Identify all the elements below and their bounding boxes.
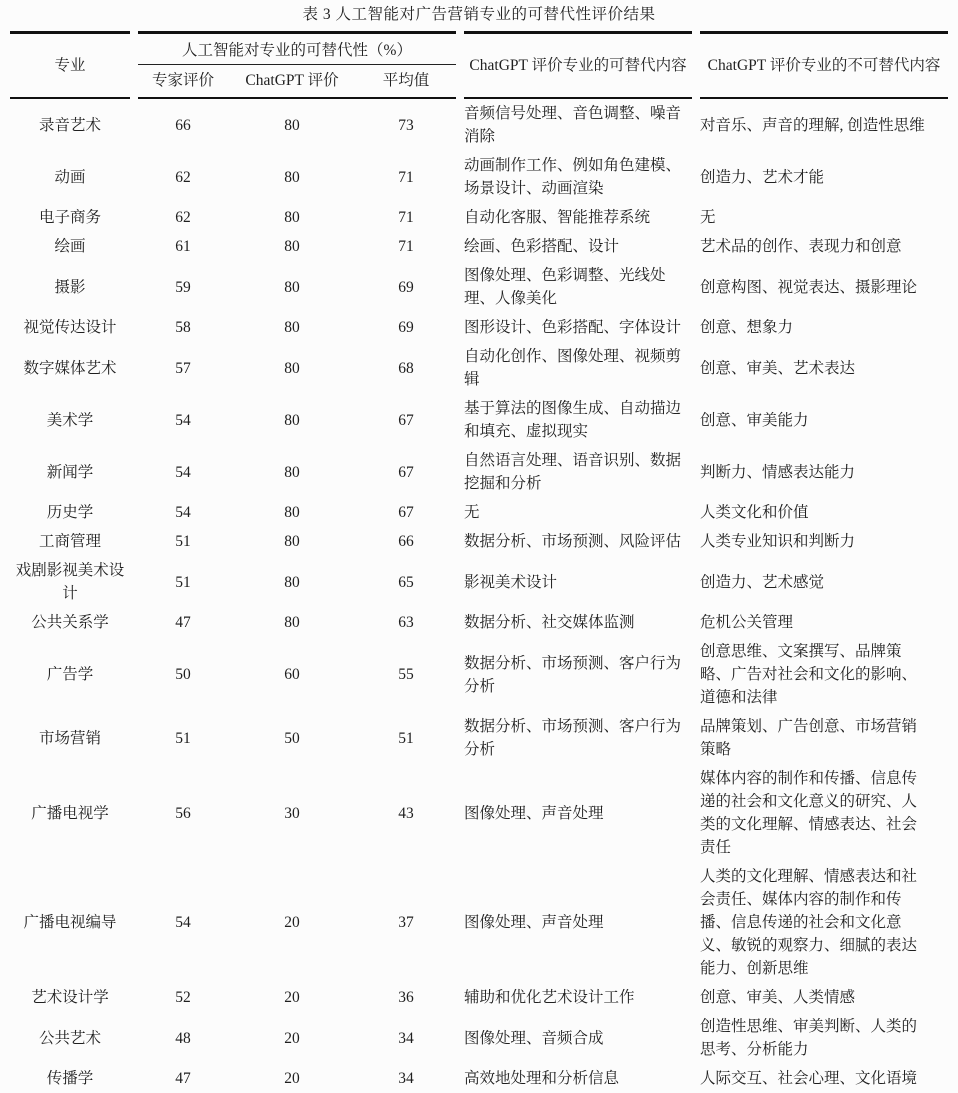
cell-major: 工商管理 — [38, 533, 101, 550]
cell-expert-score: 57 — [175, 359, 191, 377]
cell-replaceable-content: 无 — [464, 504, 480, 521]
table-row — [10, 712, 948, 764]
cell-major: 广播电视学 — [31, 804, 109, 822]
cell-major: 公共关系学 — [31, 614, 109, 631]
cell-chatgpt-score: 50 — [284, 729, 300, 747]
cell-average-score: 73 — [398, 116, 414, 134]
cell-expert-score: 66 — [175, 116, 191, 134]
cell-irreplaceable-content: 创意、审美、人类情感 — [700, 989, 856, 1006]
cell-expert-score: 54 — [175, 411, 191, 429]
cell-chatgpt-score: 80 — [284, 238, 300, 255]
evaluation-table — [10, 31, 948, 1093]
cell-replaceable-content: 自然语言处理、语音识别、数据挖掘和分析 — [464, 452, 682, 492]
table-row — [10, 608, 948, 637]
cell-major: 摄影 — [54, 278, 86, 296]
cell-replaceable-content: 数据分析、市场预测、风险评估 — [464, 533, 682, 550]
table-header — [10, 31, 948, 99]
cell-expert-score: 54 — [175, 914, 191, 931]
cell-average-score: 43 — [398, 804, 414, 822]
cell-irreplaceable-content: 创意、审美、艺术表达 — [700, 359, 856, 377]
cell-replaceable-content: 图像处理、色彩调整、光线处理、人像美化 — [464, 267, 666, 307]
cell-expert-score: 48 — [175, 1029, 191, 1047]
table-row — [10, 527, 948, 556]
cell-irreplaceable-content: 创造力、艺术感觉 — [700, 573, 825, 591]
table-row — [10, 862, 948, 983]
table-row — [10, 203, 948, 232]
cell-major: 新闻学 — [46, 463, 94, 481]
cell-chatgpt-score: 80 — [284, 533, 300, 550]
cell-irreplaceable-content: 创意、想象力 — [700, 319, 794, 336]
cell-chatgpt-score: 80 — [284, 614, 300, 631]
cell-irreplaceable-content: 人类文化和价值 — [700, 504, 809, 521]
table-row — [10, 983, 948, 1012]
table-row — [10, 394, 948, 446]
cell-replaceable-content: 绘画、色彩搭配、设计 — [464, 238, 620, 255]
cell-chatgpt-score: 60 — [284, 666, 300, 683]
cell-expert-score: 54 — [175, 504, 191, 521]
cell-expert-score: 47 — [175, 1070, 191, 1087]
cell-average-score: 55 — [398, 666, 414, 683]
cell-chatgpt-score: 20 — [284, 1029, 300, 1047]
cell-replaceable-content: 影视美术设计 — [464, 573, 558, 591]
cell-irreplaceable-content: 媒体内容的制作和传播、信息传递的社会和文化意义的研究、人类的文化理解、情感表达、社会责任 — [700, 770, 918, 856]
cell-average-score: 36 — [398, 989, 414, 1006]
cell-chatgpt-score: 20 — [284, 914, 300, 931]
cell-average-score: 68 — [398, 359, 414, 377]
col-header-chatgpt-score: ChatGPT 评价 — [245, 72, 339, 89]
table-row — [10, 1012, 948, 1064]
cell-average-score: 34 — [398, 1029, 414, 1047]
cell-irreplaceable-content: 无 — [700, 209, 716, 226]
cell-chatgpt-score: 80 — [284, 463, 300, 481]
cell-average-score: 71 — [398, 209, 414, 226]
cell-major: 美术学 — [46, 411, 94, 429]
table-row — [10, 313, 948, 342]
cell-replaceable-content: 自动化创作、图像处理、视频剪辑 — [464, 348, 682, 388]
col-header-irreplaceable-content: ChatGPT 评价专业的不可替代内容 — [700, 31, 948, 99]
cell-major: 公共艺术 — [38, 1029, 101, 1047]
cell-chatgpt-score: 80 — [284, 116, 300, 134]
cell-replaceable-content: 图像处理、声音处理 — [464, 804, 604, 822]
cell-irreplaceable-content: 创意构图、视觉表达、摄影理论 — [700, 278, 918, 296]
cell-replaceable-content: 高效地处理和分析信息 — [464, 1070, 620, 1087]
cell-irreplaceable-content: 创造力、艺术才能 — [700, 168, 825, 186]
table-row — [10, 342, 948, 394]
cell-irreplaceable-content: 人类的文化理解、情感表达和社会责任、媒体内容的制作和传播、信息传递的社会和文化意义、敏锐的观察力、细腻的表达能力、创新思维 — [700, 868, 918, 977]
col-header-average-score: 平均值 — [382, 72, 430, 89]
cell-chatgpt-score: 80 — [284, 319, 300, 336]
col-header-major: 专业 — [10, 31, 130, 99]
cell-expert-score: 47 — [175, 614, 191, 631]
cell-irreplaceable-content: 危机公关管理 — [700, 614, 794, 631]
cell-major: 动画 — [54, 168, 86, 186]
table-body — [10, 99, 948, 1093]
cell-expert-score: 61 — [175, 238, 191, 255]
cell-expert-score: 62 — [175, 209, 191, 226]
cell-major: 录音艺术 — [38, 116, 101, 134]
table-row — [10, 151, 948, 203]
cell-major: 艺术设计学 — [31, 989, 109, 1006]
table-row — [10, 764, 948, 862]
cell-average-score: 37 — [398, 914, 414, 931]
cell-average-score: 67 — [398, 463, 414, 481]
cell-chatgpt-score: 30 — [284, 804, 300, 822]
cell-replaceable-content: 图像处理、声音处理 — [464, 914, 604, 931]
table-row — [10, 99, 948, 151]
table-row — [10, 637, 948, 712]
cell-replaceable-content: 图形设计、色彩搭配、字体设计 — [464, 319, 682, 336]
cell-expert-score: 58 — [175, 319, 191, 336]
cell-average-score: 71 — [398, 238, 414, 255]
cell-irreplaceable-content: 创意、审美能力 — [700, 411, 809, 429]
cell-average-score: 65 — [398, 573, 414, 591]
cell-average-score: 67 — [398, 504, 414, 521]
cell-average-score: 66 — [398, 533, 414, 550]
col-group-header-label: 人工智能对专业的可替代性（%） — [138, 34, 456, 65]
cell-average-score: 34 — [398, 1070, 414, 1087]
cell-irreplaceable-content: 艺术品的创作、表现力和创意 — [700, 238, 902, 255]
cell-expert-score: 54 — [175, 463, 191, 481]
cell-chatgpt-score: 80 — [284, 359, 300, 377]
table-caption: 表 3 人工智能对广告营销专业的可替代性评价结果 — [302, 6, 656, 23]
table-row — [10, 232, 948, 261]
col-group-replaceability — [138, 31, 456, 99]
cell-expert-score: 51 — [175, 533, 191, 550]
cell-major: 广播电视编导 — [23, 914, 117, 931]
cell-expert-score: 52 — [175, 989, 191, 1006]
cell-major: 数字媒体艺术 — [23, 359, 117, 377]
cell-major: 戏剧影视美术设计 — [15, 562, 125, 602]
cell-chatgpt-score: 80 — [284, 411, 300, 429]
table-row — [10, 1064, 948, 1093]
cell-irreplaceable-content: 品牌策划、广告创意、市场营销策略 — [700, 718, 918, 758]
cell-major: 市场营销 — [38, 729, 101, 747]
cell-expert-score: 56 — [175, 804, 191, 822]
cell-major: 广告学 — [46, 666, 94, 683]
cell-chatgpt-score: 80 — [284, 209, 300, 226]
cell-major: 绘画 — [54, 238, 86, 255]
table-row — [10, 556, 948, 608]
cell-chatgpt-score: 20 — [284, 1070, 300, 1087]
cell-major: 历史学 — [46, 504, 94, 521]
cell-chatgpt-score: 80 — [284, 573, 300, 591]
cell-major: 传播学 — [46, 1070, 94, 1087]
cell-replaceable-content: 自动化客服、智能推荐系统 — [464, 209, 651, 226]
cell-average-score: 51 — [398, 729, 414, 747]
cell-replaceable-content: 动画制作工作、例如角色建模、场景设计、动画渲染 — [464, 157, 682, 197]
cell-average-score: 69 — [398, 278, 414, 296]
cell-replaceable-content: 数据分析、社交媒体监测 — [464, 614, 635, 631]
cell-irreplaceable-content: 人类专业知识和判断力 — [700, 533, 856, 550]
cell-chatgpt-score: 80 — [284, 504, 300, 521]
cell-chatgpt-score: 20 — [284, 989, 300, 1006]
cell-irreplaceable-content: 判断力、情感表达能力 — [700, 463, 856, 481]
col-header-replaceable-content: ChatGPT 评价专业的可替代内容 — [464, 31, 692, 99]
table-row — [10, 446, 948, 498]
cell-replaceable-content: 数据分析、市场预测、客户行为分析 — [464, 654, 682, 695]
table-row — [10, 261, 948, 313]
col-header-expert-score: 专家评价 — [151, 72, 214, 89]
cell-replaceable-content: 数据分析、市场预测、客户行为分析 — [464, 718, 682, 758]
cell-major: 视觉传达设计 — [23, 319, 117, 336]
cell-irreplaceable-content: 创意思维、文案撰写、品牌策略、广告对社会和文化的影响、道德和法律 — [700, 643, 918, 706]
cell-average-score: 71 — [398, 168, 414, 186]
cell-irreplaceable-content: 创造性思维、审美判断、人类的思考、分析能力 — [700, 1018, 918, 1058]
table-row — [10, 498, 948, 527]
cell-irreplaceable-content: 对音乐、声音的理解, 创造性思维 — [700, 116, 925, 134]
cell-replaceable-content: 辅助和优化艺术设计工作 — [464, 989, 635, 1006]
cell-average-score: 69 — [398, 319, 414, 336]
cell-major: 电子商务 — [38, 209, 101, 226]
cell-expert-score: 51 — [175, 573, 191, 591]
cell-replaceable-content: 图像处理、音频合成 — [464, 1029, 604, 1047]
cell-replaceable-content: 基于算法的图像生成、自动描边和填充、虚拟现实 — [464, 400, 682, 440]
sub-header-row — [138, 65, 456, 97]
cell-expert-score: 50 — [175, 666, 191, 683]
cell-expert-score: 59 — [175, 278, 191, 296]
cell-expert-score: 51 — [175, 729, 191, 747]
cell-average-score: 63 — [398, 614, 414, 631]
cell-irreplaceable-content: 人际交互、社会心理、文化语境 — [700, 1070, 918, 1087]
cell-average-score: 67 — [398, 411, 414, 429]
cell-chatgpt-score: 80 — [284, 278, 300, 296]
cell-chatgpt-score: 80 — [284, 168, 300, 186]
cell-expert-score: 62 — [175, 168, 191, 186]
cell-replaceable-content: 音频信号处理、音色调整、噪音消除 — [464, 105, 682, 145]
